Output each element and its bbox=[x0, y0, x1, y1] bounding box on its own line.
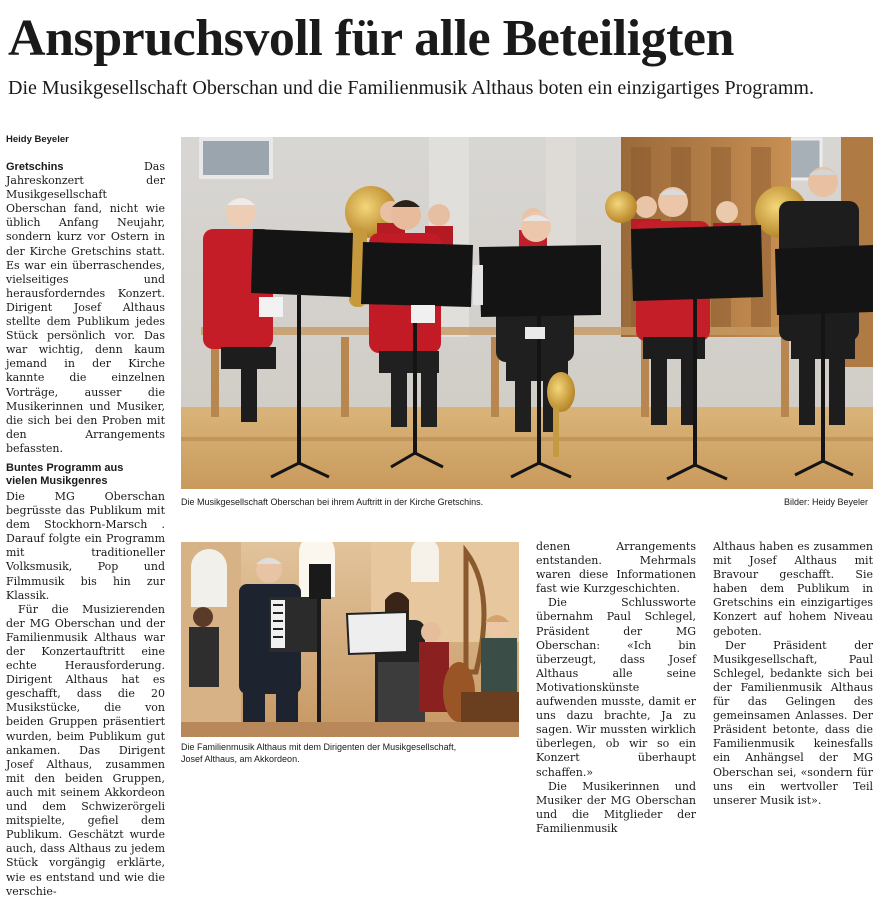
subheading-line: vielen Musikgenres bbox=[6, 474, 108, 487]
paragraph: Der Präsident der Musikgesellschaft, Paul Schlegel, bedankte sich bei der Familienmusik Althaus für das Gelingen des gemeinsamen Anlasses. Der Präsident betonte, dass die Familienmusik keinesfalls ein Anhängsel der MG Oberschan sei, «sondern für uns ein wertvoller Teil unserer Musik ist». bbox=[713, 638, 873, 807]
paragraph: Die MG Oberschan begrüsste das Publikum mit dem Stockhorn-Marsch . Darauf folgte ein Programm mit traditioneller Volksmusik, Pop und Filmmusik bis hin zur Klassik. bbox=[6, 489, 165, 602]
photo2-caption bbox=[181, 741, 456, 765]
family-music-image bbox=[181, 542, 519, 737]
paragraph: Für die Musizierenden der MG Oberschan und der Familienmusik Althaus war der Konzertauftritt eine echte Herausforderung. Dirigent Althaus hat es geschafft, dass die 20 Musikstücke, die von beiden Gruppen präsentiert wurden, beim Publikum gut ankamen. Das Dirigent Josef Althaus, zusammen mit den beiden Gruppen, auch mit seinem Akkordeon und dem Schwizerörgeli mitspielte, gefiel dem Publikum. Geschätzt wurde auch, dass Althaus zu jedem Stück vorgängig erklärte, wie es entstand und wie die verschie- bbox=[6, 602, 165, 898]
brass-band-image bbox=[181, 137, 873, 489]
article-column-4 bbox=[713, 540, 873, 808]
paragraph: denen Arrangements entstanden. Mehrmals waren diese Informationen fast wie Kurzgeschichten. bbox=[536, 540, 696, 596]
article-column-3 bbox=[536, 540, 696, 836]
article-column-1 bbox=[6, 160, 165, 899]
caption-line: Josef Althaus, am Akkordeon. bbox=[181, 754, 300, 764]
photo1-credit: Bilder: Heidy Beyeler bbox=[784, 497, 869, 507]
caption-line: Die Familienmusik Althaus mit dem Dirigenten der Musikgesellschaft, bbox=[181, 742, 457, 752]
paragraph: Die Musikerinnen und Musiker der MG Oberschan und die Mitglieder der Familienmusik bbox=[536, 779, 696, 835]
dateline: Gretschins bbox=[6, 161, 64, 173]
paragraph: Althaus haben es zusammen mit Josef Althaus mit Bravour geschafft. Sie haben dem Publikum in Gretschins ein einzigartiges Konzert auf hohem Niveau geboten. bbox=[713, 540, 873, 638]
subtitle: Die Musikgesellschaft Oberschan und die Familienmusik Althaus boten ein einzigartiges Programm. bbox=[8, 77, 814, 99]
photo-brass-band bbox=[181, 137, 873, 489]
subheading-line: Buntes Programm aus bbox=[6, 461, 124, 474]
paragraph bbox=[6, 160, 165, 456]
photo-family-music bbox=[181, 542, 519, 737]
paragraph-text: Das Jahreskonzert der Musikgesellschaft Oberschan fand, nicht wie üblich Anfang Neujahr, sondern kurz vor Ostern in der Kirche Gretschins statt. Es war ein überraschendes, vielseitiges und herausforderndes Konzert. Dirigent Josef Althaus stellte dem Publikum jedes Stück persönlich vor. Das war wichtig, denn kaum jemand in der Kirche kannte die einzelnen Vorträge, ausser die Musikerinnen und Musiker, die sich bei den Proben mit den Arrangements befassten. bbox=[6, 160, 165, 455]
paragraph: Die Schlussworte übernahm Paul Schlegel, Präsident der MG Oberschan: «Ich bin überzeugt, dass Josef Althaus alle seine Motivationskünste aufwenden musste, damit er uns dazu brachte, Ja zu sagen. Wir mussten wirklich überlegen, ob wir so ein Konzert überhaupt schaffen.» bbox=[536, 596, 696, 779]
headline: Anspruchsvoll für alle Beteiligten bbox=[8, 10, 734, 67]
section-subheading bbox=[6, 462, 165, 488]
photo1-caption: Die Musikgesellschaft Oberschan bei ihrem Auftritt in der Kirche Gretschins. bbox=[181, 497, 484, 507]
author-byline: Heidy Beyeler bbox=[6, 134, 69, 145]
